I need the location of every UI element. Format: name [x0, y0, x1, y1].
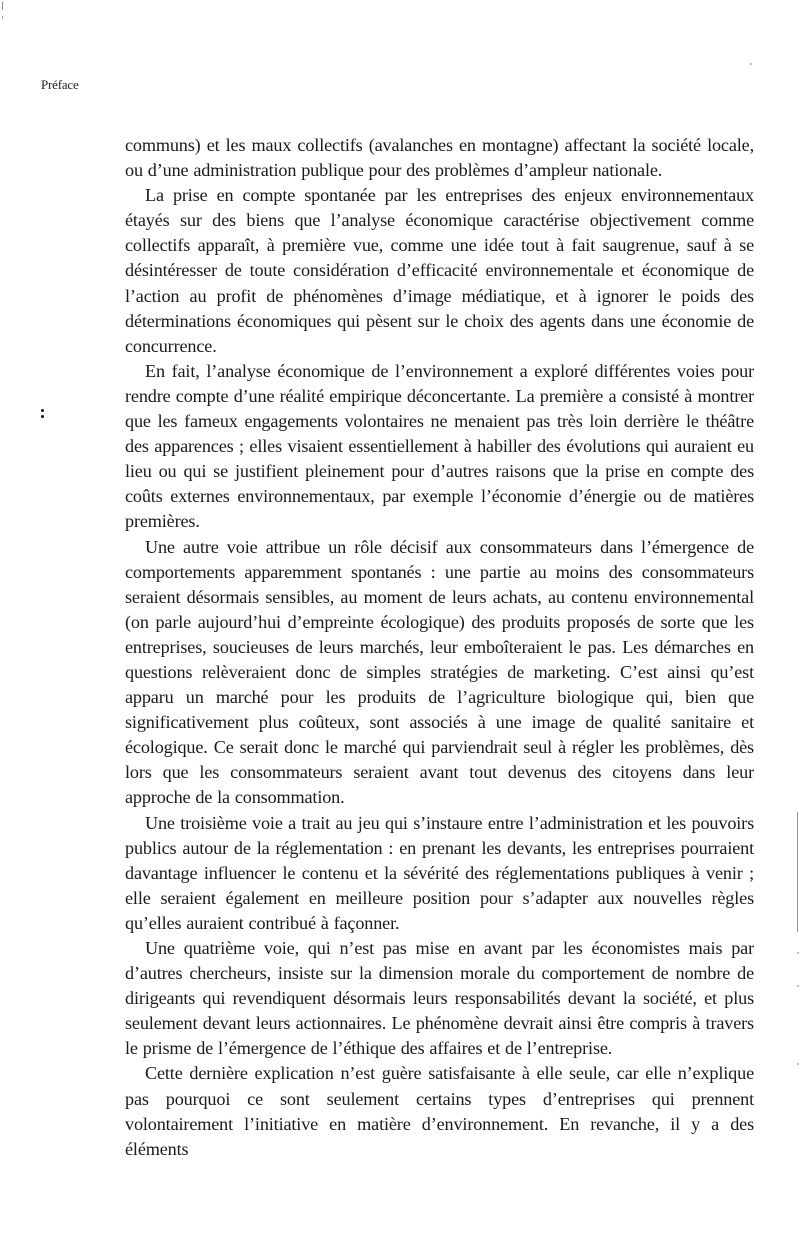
scan-artifact-edge-line	[797, 812, 798, 932]
paragraph: Une quatrième voie, qui n’est pas mise en avant par les économistes mais par d’autres chercheurs, insiste sur la dimension morale du comportement de nombre de dirigeants qui revendiquent désormais leurs responsabilités devant la société, et plus seulement devant leurs actionnaires. Le phénomène devrait ainsi être compris à travers le prisme de l’émergence de l’éthique des affaires et de l’entreprise.	[125, 938, 754, 1059]
body-text	[125, 133, 754, 1162]
paragraph: Une autre voie attribue un rôle décisif aux consommateurs dans l’émergence de comportements apparemment spontanés : une partie au moins des consommateurs seraient désormais sensibles, au moment de leurs achats, au contenu environnemental (on parle aujourd’hui d’empreinte écologique) des produits proposés de sorte que les entreprises, soucieuses de leurs marchés, leur emboîteraient le pas. Les démarches en questions relèveraient donc de simples stratégies de marketing. C’est ainsi qu’est apparu un marché pour les produits de l’agriculture biologique qui, bien que significativement plus coûteux, sont associés à une image de qualité sanitaire et écologique. Ce serait donc le marché qui parviendrait seul à régler les problèmes, dès lors que les consommateurs seraient avant tout devenus des citoyens dans leur approche de la consommation.	[125, 536, 754, 808]
scan-artifact-dot	[2, 16, 3, 19]
scan-artifact-dot	[797, 985, 799, 987]
scan-artifact-dot	[750, 63, 752, 65]
scan-artifact-line	[2, 2, 3, 10]
scan-artifact-dot	[797, 952, 799, 954]
paragraph: La prise en compte spontanée par les entreprises des enjeux environnementaux étayés sur des biens que l’analyse économique caractérise objectivement comme collectifs apparaît, à première vue, comme une idée tout à fait saugrenue, sauf à se désintéresser de toute considération d’efficacité environnementale et économique de l’action au profit de phénomènes d’image médiatique, et à ignorer le poids des déterminations économiques qui pèsent sur le choix des agents dans une économie de concurrence.	[125, 185, 754, 356]
paragraph: Une troisième voie a trait au jeu qui s’instaure entre l’administration et les pouvoirs publics autour de la réglementation : en prenant les devants, les entreprises pourraient davantage influencer le contenu et la sévérité des réglementations publiques à venir ; elle seraient également en meilleure position pour s’adapter aux nouvelles règles qu’elles auraient contribué à façonner.	[125, 812, 754, 933]
paragraph-continuation: communs) et les maux collectifs (avalanches en montagne) affectant la société locale, ou d’une administration publique pour des problèmes d’ampleur nationale.	[125, 135, 754, 181]
scan-artifact-dot	[797, 1063, 799, 1065]
paragraph: En fait, l’analyse économique de l’environnement a exploré différentes voies pour rendre compte d’une réalité empirique déconcertante. La première a consisté à montrer que les fameux engagements volontaires ne menaient pas très loin derrière le théâtre des apparences ; elles visaient essentiellement à habiller des évolutions qui auraient eu lieu ou qui se justifient pleinement pour d’autres raisons que la prise en compte des coûts externes environnementaux, par exemple l’économie d’énergie ou de matières premières.	[125, 360, 754, 532]
running-header: Préface	[41, 77, 79, 92]
margin-mark-dot	[41, 409, 44, 412]
margin-mark-dot	[41, 415, 44, 418]
paragraph: Cette dernière explication n’est guère satisfaisante à elle seule, car elle n’explique pas pourquoi ce sont seulement certains types d’entreprises qui prennent volontairement l’initiative en matière d’environnement. En revanche, il y a des éléments	[125, 1063, 754, 1159]
